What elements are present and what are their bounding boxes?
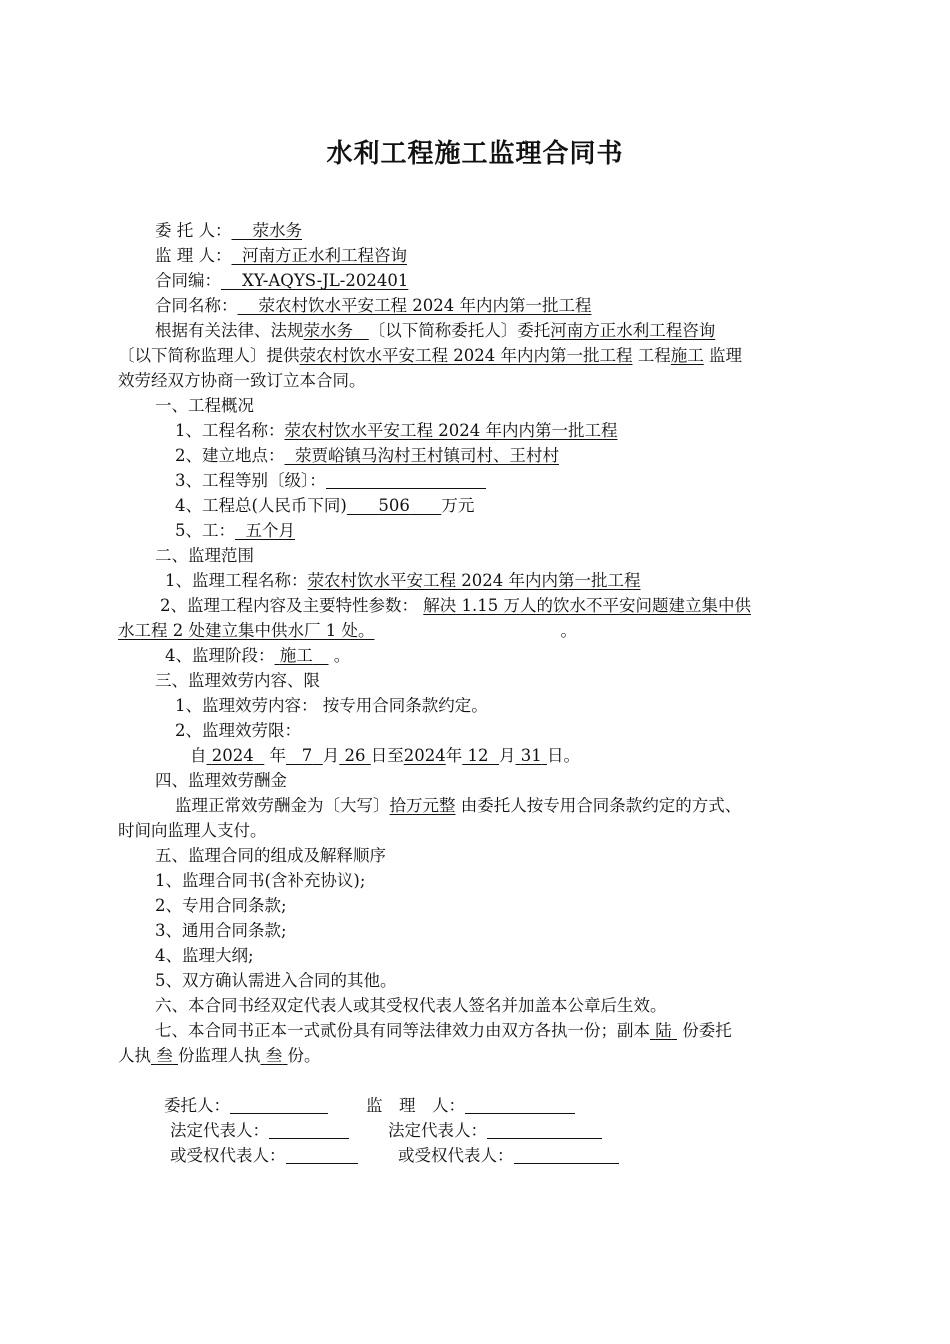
project-period-field: 5、工： 五个月: [175, 519, 323, 543]
section-4-heading: 四、监理效劳酬金: [155, 771, 287, 790]
scope-content-value-1: 解决 1.15 万人的饮水不平安问题建立集中供: [423, 596, 751, 615]
supervisor-legal-rep-blank[interactable]: [487, 1121, 602, 1139]
service-period-label: 2、监理效劳限：: [175, 721, 301, 740]
supervisor-authorized-rep-blank[interactable]: [514, 1146, 619, 1164]
sign-client-legal-rep: 法定代表人：: [170, 1119, 349, 1143]
client-value: 荥水务: [252, 221, 302, 240]
contract-name-field: [155, 294, 699, 318]
copies-count: 陆: [655, 1021, 672, 1040]
composition-item: 1、监理合同书(含补充协议);: [155, 871, 366, 890]
fee-amount: 拾万元整: [389, 796, 456, 815]
intro-line-3: 效劳经双方协商一致订立本合同。: [118, 371, 366, 390]
end-year: 2024: [403, 746, 446, 765]
section-3-heading: 三、监理效劳内容、限: [155, 671, 320, 690]
sign-supervisor-blank[interactable]: [465, 1096, 575, 1114]
supervisor-value: 河南方正水利工程咨询: [242, 246, 407, 265]
contract-no-label: 合同编：: [155, 271, 221, 290]
section-7-line-2: 人执 叁 份监理人执 叁 份。: [118, 1046, 321, 1065]
section-2-heading: 二、监理范围: [155, 546, 254, 565]
document-title: 水利工程施工监理合同书: [326, 139, 624, 169]
composition-item: 4、监理大纲;: [155, 946, 254, 965]
project-name-value: 荥农村饮水平安工程 2024 年内内第一批工程: [284, 421, 618, 440]
intro-stage: 施工: [670, 346, 704, 365]
end-month: 12: [467, 746, 489, 765]
end-day: 31: [520, 746, 542, 765]
composition-item: 2、专用合同条款;: [155, 896, 287, 915]
start-day: 26: [344, 746, 366, 765]
scope-stage-field: 4、监理阶段： 施工 。: [165, 646, 351, 665]
intro-line-1: 根据有关法律、法规荥水务 〔以下简称委托人〕委托河南方正水利工程咨询: [155, 321, 716, 340]
start-month: 7: [301, 746, 313, 765]
client-field: [155, 219, 392, 243]
supervisor-label: 监 理 人：: [155, 246, 232, 265]
service-content: 1、监理效劳内容： 按专用合同条款约定。: [175, 696, 488, 715]
client-authorized-rep-blank[interactable]: [286, 1146, 358, 1164]
contract-name-label: 合同名称：: [155, 296, 238, 315]
section-1-heading: 一、工程概况: [155, 396, 254, 415]
composition-item: 3、通用合同条款;: [155, 921, 287, 940]
project-name-field: 1、工程名称：荥农村饮水平安工程 2024 年内内第一批工程: [175, 419, 633, 443]
project-site-field: 2、建立地点： 荥贾峪镇马沟村王村镇司村、王村村: [175, 444, 639, 468]
intro-project: 荥农村饮水平安工程 2024 年内内第一批工程: [299, 346, 633, 365]
service-period-dates: 自 2024 年 7 月 26 日至2024年 12 月 31 日。: [190, 746, 580, 765]
sign-client-authorized-rep: 或受权代表人：: [170, 1144, 358, 1168]
client-legal-rep-blank[interactable]: [269, 1121, 349, 1139]
scope-name-value: 荥农村饮水平安工程 2024 年内内第一批工程: [307, 571, 641, 590]
contract-name-value: 荥农村饮水平安工程 2024 年内内第一批工程: [258, 296, 592, 315]
fee-line-1: 监理正常效劳酬金为〔大写〕拾万元整 由委托人按专用合同条款约定的方式、: [175, 796, 742, 815]
sign-supervisor: 监 理 人：: [366, 1094, 575, 1118]
start-year: 2024: [211, 746, 254, 765]
section-5-heading: 五、监理合同的组成及解释顺序: [155, 846, 386, 865]
client-label: 委 托 人：: [155, 221, 232, 240]
intro-supervisor: 河南方正水利工程咨询: [550, 321, 716, 340]
intro-line-2: 〔以下简称监理人〕提供荥农村饮水平安工程 2024 年内内第一批工程 工程施工 监理: [118, 346, 742, 365]
intro-client: 荥水务: [303, 321, 353, 340]
sign-supervisor-authorized-rep: 或受权代表人：: [398, 1144, 619, 1168]
client-copies: 叁: [156, 1046, 173, 1065]
sign-supervisor-legal-rep: 法定代表人：: [388, 1119, 602, 1143]
supervisor-field: [155, 244, 477, 268]
project-total-value: 506: [378, 496, 410, 515]
project-total-field: 4、工程总(人民币下同) 506 万元: [175, 496, 475, 515]
scope-content-line-2: 水工程 2 处建立集中供水厂 1 处。 。: [118, 621, 577, 640]
supervisor-copies: 叁: [265, 1046, 283, 1065]
section-6-text: 六、本合同书经双定代表人或其受权代表人签名并加盖本公章后生效。: [155, 996, 667, 1015]
project-site-value: 荥贾峪镇马沟村王村镇司村、王村村: [295, 446, 559, 465]
contract-no-value: XY-AQYS-JL-202401: [241, 271, 409, 290]
project-grade-blank: [326, 471, 486, 489]
project-period-value: 五个月: [245, 521, 295, 540]
sign-client-blank[interactable]: [230, 1096, 328, 1114]
composition-item: 5、双方确认需进入合同的其他。: [155, 971, 397, 990]
fee-line-2: 时间向监理人支付。: [118, 821, 267, 840]
scope-content-value-2: 水工程 2 处建立集中供水厂 1 处。: [118, 621, 375, 640]
section-7-line-1: 七、本合同书正本一式贰份具有同等法律效力由双方各执一份；副本 陆 份委托: [155, 1021, 732, 1040]
contract-no-field: [155, 269, 530, 293]
sign-client: 委托人：: [164, 1094, 328, 1118]
project-grade-field: 3、工程等别〔级〕：: [175, 469, 486, 493]
scope-content-field: 2、监理工程内容及主要特性参数： 解决 1.15 万人的饮水不平安问题建立集中供: [160, 596, 751, 615]
scope-name-field: 1、监理工程名称：荥农村饮水平安工程 2024 年内内第一批工程: [165, 569, 702, 593]
scope-stage-value: 施工: [279, 646, 313, 665]
